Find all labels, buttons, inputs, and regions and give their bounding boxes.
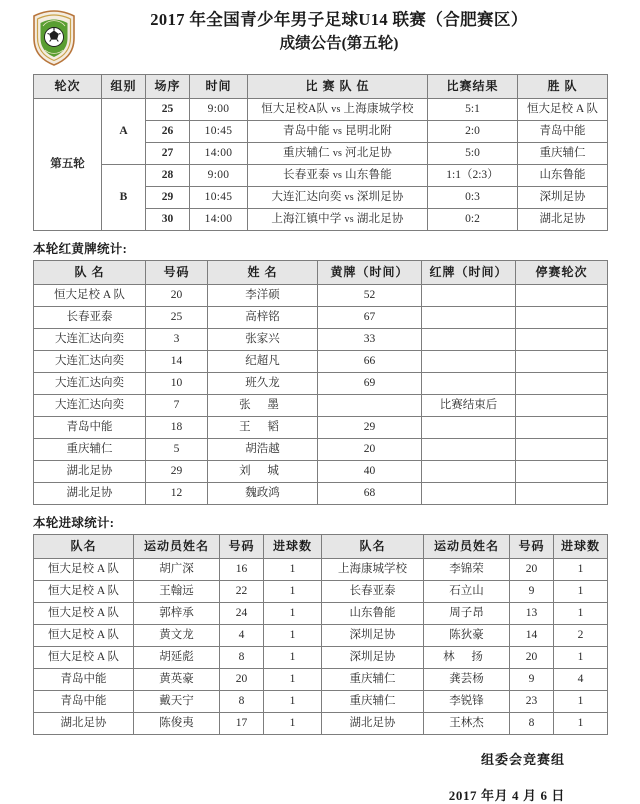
goal-count-right: 1 — [554, 691, 608, 713]
goal-team-right: 上海康城学校 — [322, 559, 424, 581]
goal-team-left: 恒大足校 A 队 — [34, 625, 134, 647]
card-yellow-time: 69 — [318, 373, 422, 395]
card-player-name: 张家兴 — [208, 329, 318, 351]
card-suspension — [516, 483, 608, 505]
col-player-right: 运动员姓名 — [424, 535, 510, 559]
table-row — [34, 461, 608, 483]
col-number-left: 号码 — [220, 535, 264, 559]
match-winner: 重庆辅仁 — [518, 143, 608, 165]
match-teams: 大连汇达向奕 vs 深圳足协 — [248, 187, 428, 209]
goal-team-left: 恒大足校 A 队 — [34, 581, 134, 603]
goal-team-left: 青岛中能 — [34, 691, 134, 713]
card-number: 14 — [146, 351, 208, 373]
goal-player-right: 石立山 — [424, 581, 510, 603]
goal-team-left: 青岛中能 — [34, 669, 134, 691]
goal-count-right: 4 — [554, 669, 608, 691]
card-team: 恒大足校 A 队 — [34, 285, 146, 307]
table-row — [34, 559, 608, 581]
card-red-time: 比赛结束后 — [422, 395, 516, 417]
card-red-time — [422, 329, 516, 351]
card-player-name: 刘 城 — [208, 461, 318, 483]
card-yellow-time — [318, 395, 422, 417]
group-label-a: A — [102, 99, 146, 165]
match-time: 9:00 — [190, 165, 248, 187]
goal-team-right: 湖北足协 — [322, 713, 424, 735]
goal-number-left: 22 — [220, 581, 264, 603]
col-red-card: 红牌（时间） — [422, 261, 516, 285]
table-row — [34, 351, 608, 373]
goal-team-left: 恒大足校 A 队 — [34, 559, 134, 581]
goal-number-right: 14 — [510, 625, 554, 647]
issuing-organization: 组委会竞赛组 — [480, 752, 565, 767]
cards-table — [33, 260, 608, 505]
goal-count-right: 1 — [554, 713, 608, 735]
col-team-right: 队名 — [322, 535, 424, 559]
cards-section — [33, 239, 607, 505]
card-player-name: 班久龙 — [208, 373, 318, 395]
goal-count-left: 1 — [264, 625, 322, 647]
card-number: 12 — [146, 483, 208, 505]
col-player-left: 运动员姓名 — [134, 535, 220, 559]
card-number: 5 — [146, 439, 208, 461]
goal-player-right: 陈狄豪 — [424, 625, 510, 647]
goal-player-right: 王林杰 — [424, 713, 510, 735]
card-number: 25 — [146, 307, 208, 329]
col-teams: 比 赛 队 伍 — [248, 75, 428, 99]
table-row — [34, 285, 608, 307]
issue-date: 2017 年月 4 月 6 日 — [448, 788, 565, 803]
card-suspension — [516, 285, 608, 307]
table-row — [34, 329, 608, 351]
document-header — [0, 0, 640, 74]
match-teams: 重庆辅仁 vs 河北足协 — [248, 143, 428, 165]
goal-count-right: 1 — [554, 603, 608, 625]
results-table-container — [33, 74, 607, 231]
card-red-time — [422, 483, 516, 505]
card-team: 大连汇达向奕 — [34, 395, 146, 417]
card-yellow-time: 52 — [318, 285, 422, 307]
card-player-name: 张 墨 — [208, 395, 318, 417]
goal-team-right: 深圳足协 — [322, 625, 424, 647]
goal-number-right: 20 — [510, 647, 554, 669]
goal-player-left: 王翰远 — [134, 581, 220, 603]
table-row — [34, 691, 608, 713]
card-red-time — [422, 439, 516, 461]
match-time: 14:00 — [190, 209, 248, 231]
table-row — [34, 417, 608, 439]
card-yellow-time: 40 — [318, 461, 422, 483]
match-winner: 恒大足校 A 队 — [518, 99, 608, 121]
match-winner: 深圳足协 — [518, 187, 608, 209]
card-team: 青岛中能 — [34, 417, 146, 439]
match-seq: 28 — [146, 165, 190, 187]
table-row — [34, 307, 608, 329]
goal-team-left: 恒大足校 A 队 — [34, 647, 134, 669]
card-team: 大连汇达向奕 — [34, 373, 146, 395]
match-score: 5:1 — [428, 99, 518, 121]
goal-number-left: 17 — [220, 713, 264, 735]
card-suspension — [516, 461, 608, 483]
card-red-time — [422, 373, 516, 395]
title-primary: 2017 年全国青少年男子足球U14 联赛（合肥赛区） — [150, 10, 528, 29]
match-teams: 上海江镇中学 vs 湖北足协 — [248, 209, 428, 231]
card-red-time — [422, 417, 516, 439]
table-row — [34, 483, 608, 505]
table-row — [34, 669, 608, 691]
col-winner: 胜 队 — [518, 75, 608, 99]
col-goal-count-right: 进球数 — [554, 535, 608, 559]
goal-team-right: 深圳足协 — [322, 647, 424, 669]
match-seq: 27 — [146, 143, 190, 165]
table-row — [34, 603, 608, 625]
card-number: 3 — [146, 329, 208, 351]
cards-section-caption: 本轮红黄牌统计: — [33, 242, 128, 256]
page-title — [108, 8, 640, 55]
cards-table-body — [34, 285, 608, 505]
goal-count-left: 1 — [264, 713, 322, 735]
col-group: 组别 — [102, 75, 146, 99]
goal-count-left: 1 — [264, 603, 322, 625]
card-suspension — [516, 417, 608, 439]
table-row — [34, 373, 608, 395]
goal-count-left: 1 — [264, 691, 322, 713]
card-team: 湖北足协 — [34, 483, 146, 505]
match-winner: 湖北足协 — [518, 209, 608, 231]
match-score: 0:2 — [428, 209, 518, 231]
card-yellow-time: 20 — [318, 439, 422, 461]
goal-player-left: 胡广深 — [134, 559, 220, 581]
results-table — [33, 74, 608, 231]
goal-number-left: 4 — [220, 625, 264, 647]
match-seq: 25 — [146, 99, 190, 121]
goal-number-right: 9 — [510, 669, 554, 691]
goal-count-right: 1 — [554, 581, 608, 603]
col-goal-count-left: 进球数 — [264, 535, 322, 559]
card-team: 重庆辅仁 — [34, 439, 146, 461]
card-yellow-time: 67 — [318, 307, 422, 329]
card-suspension — [516, 307, 608, 329]
card-red-time — [422, 351, 516, 373]
match-teams: 恒大足校A队 vs 上海康城学校 — [248, 99, 428, 121]
goal-number-right: 9 — [510, 581, 554, 603]
goal-player-right: 李锐锋 — [424, 691, 510, 713]
match-time: 10:45 — [190, 121, 248, 143]
card-suspension — [516, 395, 608, 417]
goal-team-right: 重庆辅仁 — [322, 691, 424, 713]
card-suspension — [516, 439, 608, 461]
match-time: 10:45 — [190, 187, 248, 209]
goal-number-left: 24 — [220, 603, 264, 625]
match-seq: 30 — [146, 209, 190, 231]
goal-player-left: 黄英豪 — [134, 669, 220, 691]
col-time: 时间 — [190, 75, 248, 99]
goal-player-right: 周子昂 — [424, 603, 510, 625]
card-number: 20 — [146, 285, 208, 307]
goal-number-right: 8 — [510, 713, 554, 735]
round-label: 第五轮 — [34, 99, 102, 231]
card-suspension — [516, 329, 608, 351]
goal-count-right: 1 — [554, 559, 608, 581]
card-number: 7 — [146, 395, 208, 417]
document-footer — [33, 749, 607, 804]
card-yellow-time: 68 — [318, 483, 422, 505]
goal-team-left: 湖北足协 — [34, 713, 134, 735]
goal-player-left: 戴天宁 — [134, 691, 220, 713]
goal-number-right: 20 — [510, 559, 554, 581]
goals-section — [33, 513, 607, 735]
card-team: 长春亚泰 — [34, 307, 146, 329]
col-player-name: 姓 名 — [208, 261, 318, 285]
table-row — [34, 99, 608, 121]
col-suspension: 停赛轮次 — [516, 261, 608, 285]
col-team: 队 名 — [34, 261, 146, 285]
table-row — [34, 647, 608, 669]
match-score: 0:3 — [428, 187, 518, 209]
group-label-b: B — [102, 165, 146, 231]
match-score: 5:0 — [428, 143, 518, 165]
table-row — [34, 395, 608, 417]
table-row — [34, 713, 608, 735]
goal-team-right: 重庆辅仁 — [322, 669, 424, 691]
table-row — [34, 165, 608, 187]
goal-team-right: 长春亚泰 — [322, 581, 424, 603]
goal-player-right: 李锦荣 — [424, 559, 510, 581]
card-suspension — [516, 351, 608, 373]
results-header-row — [34, 75, 608, 99]
card-number: 18 — [146, 417, 208, 439]
card-team: 湖北足协 — [34, 461, 146, 483]
goal-count-left: 1 — [264, 669, 322, 691]
card-team: 大连汇达向奕 — [34, 329, 146, 351]
goal-number-left: 8 — [220, 691, 264, 713]
goal-team-left: 恒大足校 A 队 — [34, 603, 134, 625]
card-red-time — [422, 285, 516, 307]
table-row — [34, 625, 608, 647]
match-time: 14:00 — [190, 143, 248, 165]
goal-number-left: 16 — [220, 559, 264, 581]
match-winner: 青岛中能 — [518, 121, 608, 143]
col-match-no: 场序 — [146, 75, 190, 99]
goal-team-right: 山东鲁能 — [322, 603, 424, 625]
match-seq: 26 — [146, 121, 190, 143]
card-player-name: 王 韬 — [208, 417, 318, 439]
cards-header-row — [34, 261, 608, 285]
goal-count-left: 1 — [264, 581, 322, 603]
goals-header-row — [34, 535, 608, 559]
card-red-time — [422, 461, 516, 483]
goal-count-left: 1 — [264, 559, 322, 581]
goal-count-left: 1 — [264, 647, 322, 669]
card-player-name: 胡浩越 — [208, 439, 318, 461]
goals-section-caption: 本轮进球统计: — [33, 516, 115, 530]
card-yellow-time: 66 — [318, 351, 422, 373]
goal-number-left: 20 — [220, 669, 264, 691]
goals-table-body — [34, 559, 608, 735]
match-score: 2:0 — [428, 121, 518, 143]
card-red-time — [422, 307, 516, 329]
match-teams: 长春亚泰 vs 山东鲁能 — [248, 165, 428, 187]
card-player-name: 魏政鸿 — [208, 483, 318, 505]
table-row — [34, 581, 608, 603]
col-number-right: 号码 — [510, 535, 554, 559]
logo-container — [0, 8, 108, 66]
card-player-name: 李洋硕 — [208, 285, 318, 307]
card-yellow-time: 33 — [318, 329, 422, 351]
goal-player-left: 陈俊夷 — [134, 713, 220, 735]
match-teams: 青岛中能 vs 昆明北附 — [248, 121, 428, 143]
goal-count-right: 1 — [554, 647, 608, 669]
goal-player-left: 黄文龙 — [134, 625, 220, 647]
col-round: 轮次 — [34, 75, 102, 99]
card-player-name: 高梓铭 — [208, 307, 318, 329]
match-time: 9:00 — [190, 99, 248, 121]
goal-number-right: 23 — [510, 691, 554, 713]
card-yellow-time: 29 — [318, 417, 422, 439]
card-number: 10 — [146, 373, 208, 395]
col-team-left: 队名 — [34, 535, 134, 559]
goal-number-left: 8 — [220, 647, 264, 669]
card-suspension — [516, 373, 608, 395]
goal-count-right: 2 — [554, 625, 608, 647]
match-score: 1:1（2:3） — [428, 165, 518, 187]
table-row — [34, 439, 608, 461]
card-team: 大连汇达向奕 — [34, 351, 146, 373]
title-secondary: 成绩公告(第五轮) — [279, 34, 399, 52]
goal-player-left: 郭梓承 — [134, 603, 220, 625]
col-number: 号码 — [146, 261, 208, 285]
match-seq: 29 — [146, 187, 190, 209]
card-player-name: 纪超凡 — [208, 351, 318, 373]
match-winner: 山东鲁能 — [518, 165, 608, 187]
card-number: 29 — [146, 461, 208, 483]
col-score: 比赛结果 — [428, 75, 518, 99]
china-football-association-crest-icon — [31, 10, 77, 66]
goal-player-right: 林 扬 — [424, 647, 510, 669]
goal-player-left: 胡延彪 — [134, 647, 220, 669]
col-yellow-card: 黄牌（时间） — [318, 261, 422, 285]
goal-player-right: 龚芸杨 — [424, 669, 510, 691]
goal-number-right: 13 — [510, 603, 554, 625]
goals-table — [33, 534, 608, 735]
